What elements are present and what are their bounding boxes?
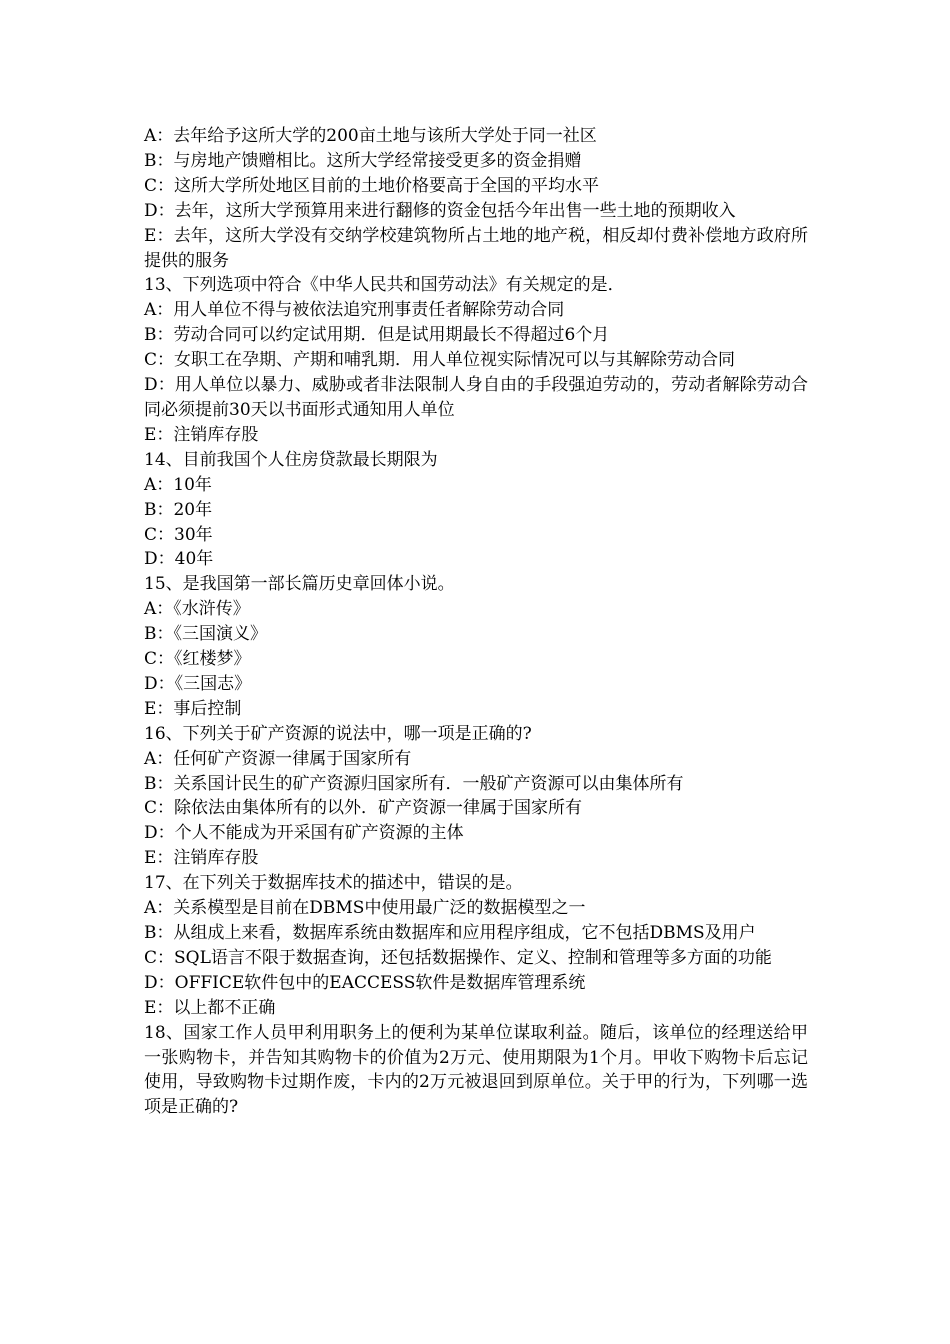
text-line: D：去年，这所大学预算用来进行翻修的资金包括今年出售一些土地的预期收入 bbox=[144, 200, 736, 221]
question-18: 18、国家工作人员甲利用职务上的便利为某单位谋取利益。随后，该单位的经理送给甲一张购物卡，并告知其购物卡的价值为2万元、使用期限为1个月。甲收下购物卡后忘记使用，导致购物卡过期作废，卡内的2万元被退回到原单位。关于甲的行为，下列哪一选项是正确的? bbox=[144, 1022, 808, 1118]
text-line: D：个人不能成为开采国有矿产资源的主体 bbox=[144, 823, 464, 844]
text-line: C：SQL语言不限于数据查询，还包括数据操作、定义、控制和管理等多方面的功能 bbox=[144, 947, 772, 968]
text-line: B：从组成上来看，数据库系统由数据库和应用程序组成，它不包括DBMS及用户 bbox=[144, 923, 756, 943]
text-line: C：30年 bbox=[144, 524, 213, 545]
text-line: E：以上都不正确 bbox=[144, 997, 276, 1018]
text-line: C：女职工在孕期、产期和哺乳期．用人单位视实际情况可以与其解除劳动合同 bbox=[144, 350, 736, 371]
text-line: B：与房地产馈赠相比。这所大学经常接受更多的资金捐赠 bbox=[144, 150, 582, 171]
question-15: 15、是我国第一部长篇历史章回体小说。 bbox=[144, 574, 455, 595]
document-page bbox=[144, 124, 808, 1120]
question-16: 16、下列关于矿产资源的说法中，哪一项是正确的? bbox=[144, 723, 532, 744]
text-line: A：任何矿产资源一律属于国家所有 bbox=[144, 748, 412, 769]
text-line: B：20年 bbox=[144, 499, 213, 520]
question-17: 17、在下列关于数据库技术的描述中，错误的是。 bbox=[144, 873, 523, 894]
text-line: A：关系模型是目前在DBMS中使用最广泛的数据模型之一 bbox=[144, 898, 586, 919]
question-14: 14、目前我国个人住房贷款最长期限为 bbox=[144, 449, 438, 470]
text-line: E：事后控制 bbox=[144, 698, 242, 719]
text-line: C：《红楼梦》 bbox=[144, 649, 251, 670]
text-line: D：《三国志》 bbox=[144, 673, 252, 694]
text-line: A：去年给予这所大学的200亩土地与该所大学处于同一社区 bbox=[144, 126, 597, 146]
text-line: D：OFFICE软件包中的EACCESS软件是数据库管理系统 bbox=[144, 972, 586, 993]
text-line: A：10年 bbox=[144, 474, 212, 495]
question-13: 13、下列选项中符合《中华人民共和国劳动法》有关规定的是． bbox=[144, 275, 625, 296]
text-line: D：40年 bbox=[144, 549, 214, 570]
text-line: D：用人单位以暴力、威胁或者非法限制人身自由的手段强迫劳动的，劳动者解除劳动合同必须提前30天以书面形式通知用人单位 bbox=[144, 375, 808, 420]
text-line: E：注销库存股 bbox=[144, 848, 259, 869]
text-line: E：注销库存股 bbox=[144, 424, 259, 445]
text-line: E：去年，这所大学没有交纳学校建筑物所占土地的地产税，相反却付费补偿地方政府所提供的服务 bbox=[144, 225, 808, 271]
text-line: B：《三国演义》 bbox=[144, 624, 267, 645]
text-line: C：除依法由集体所有的以外．矿产资源一律属于国家所有 bbox=[144, 798, 583, 819]
text-line: A：用人单位不得与被依法追究刑事责任者解除劳动合同 bbox=[144, 300, 565, 321]
text-line: C：这所大学所处地区目前的土地价格要高于全国的平均水平 bbox=[144, 175, 600, 196]
text-line: B：关系国计民生的矿产资源归国家所有．一般矿产资源可以由集体所有 bbox=[144, 773, 684, 794]
text-line: B：劳动合同可以约定试用期．但是试用期最长不得超过6个月 bbox=[144, 325, 610, 346]
text-line: A：《水浒传》 bbox=[144, 599, 250, 620]
